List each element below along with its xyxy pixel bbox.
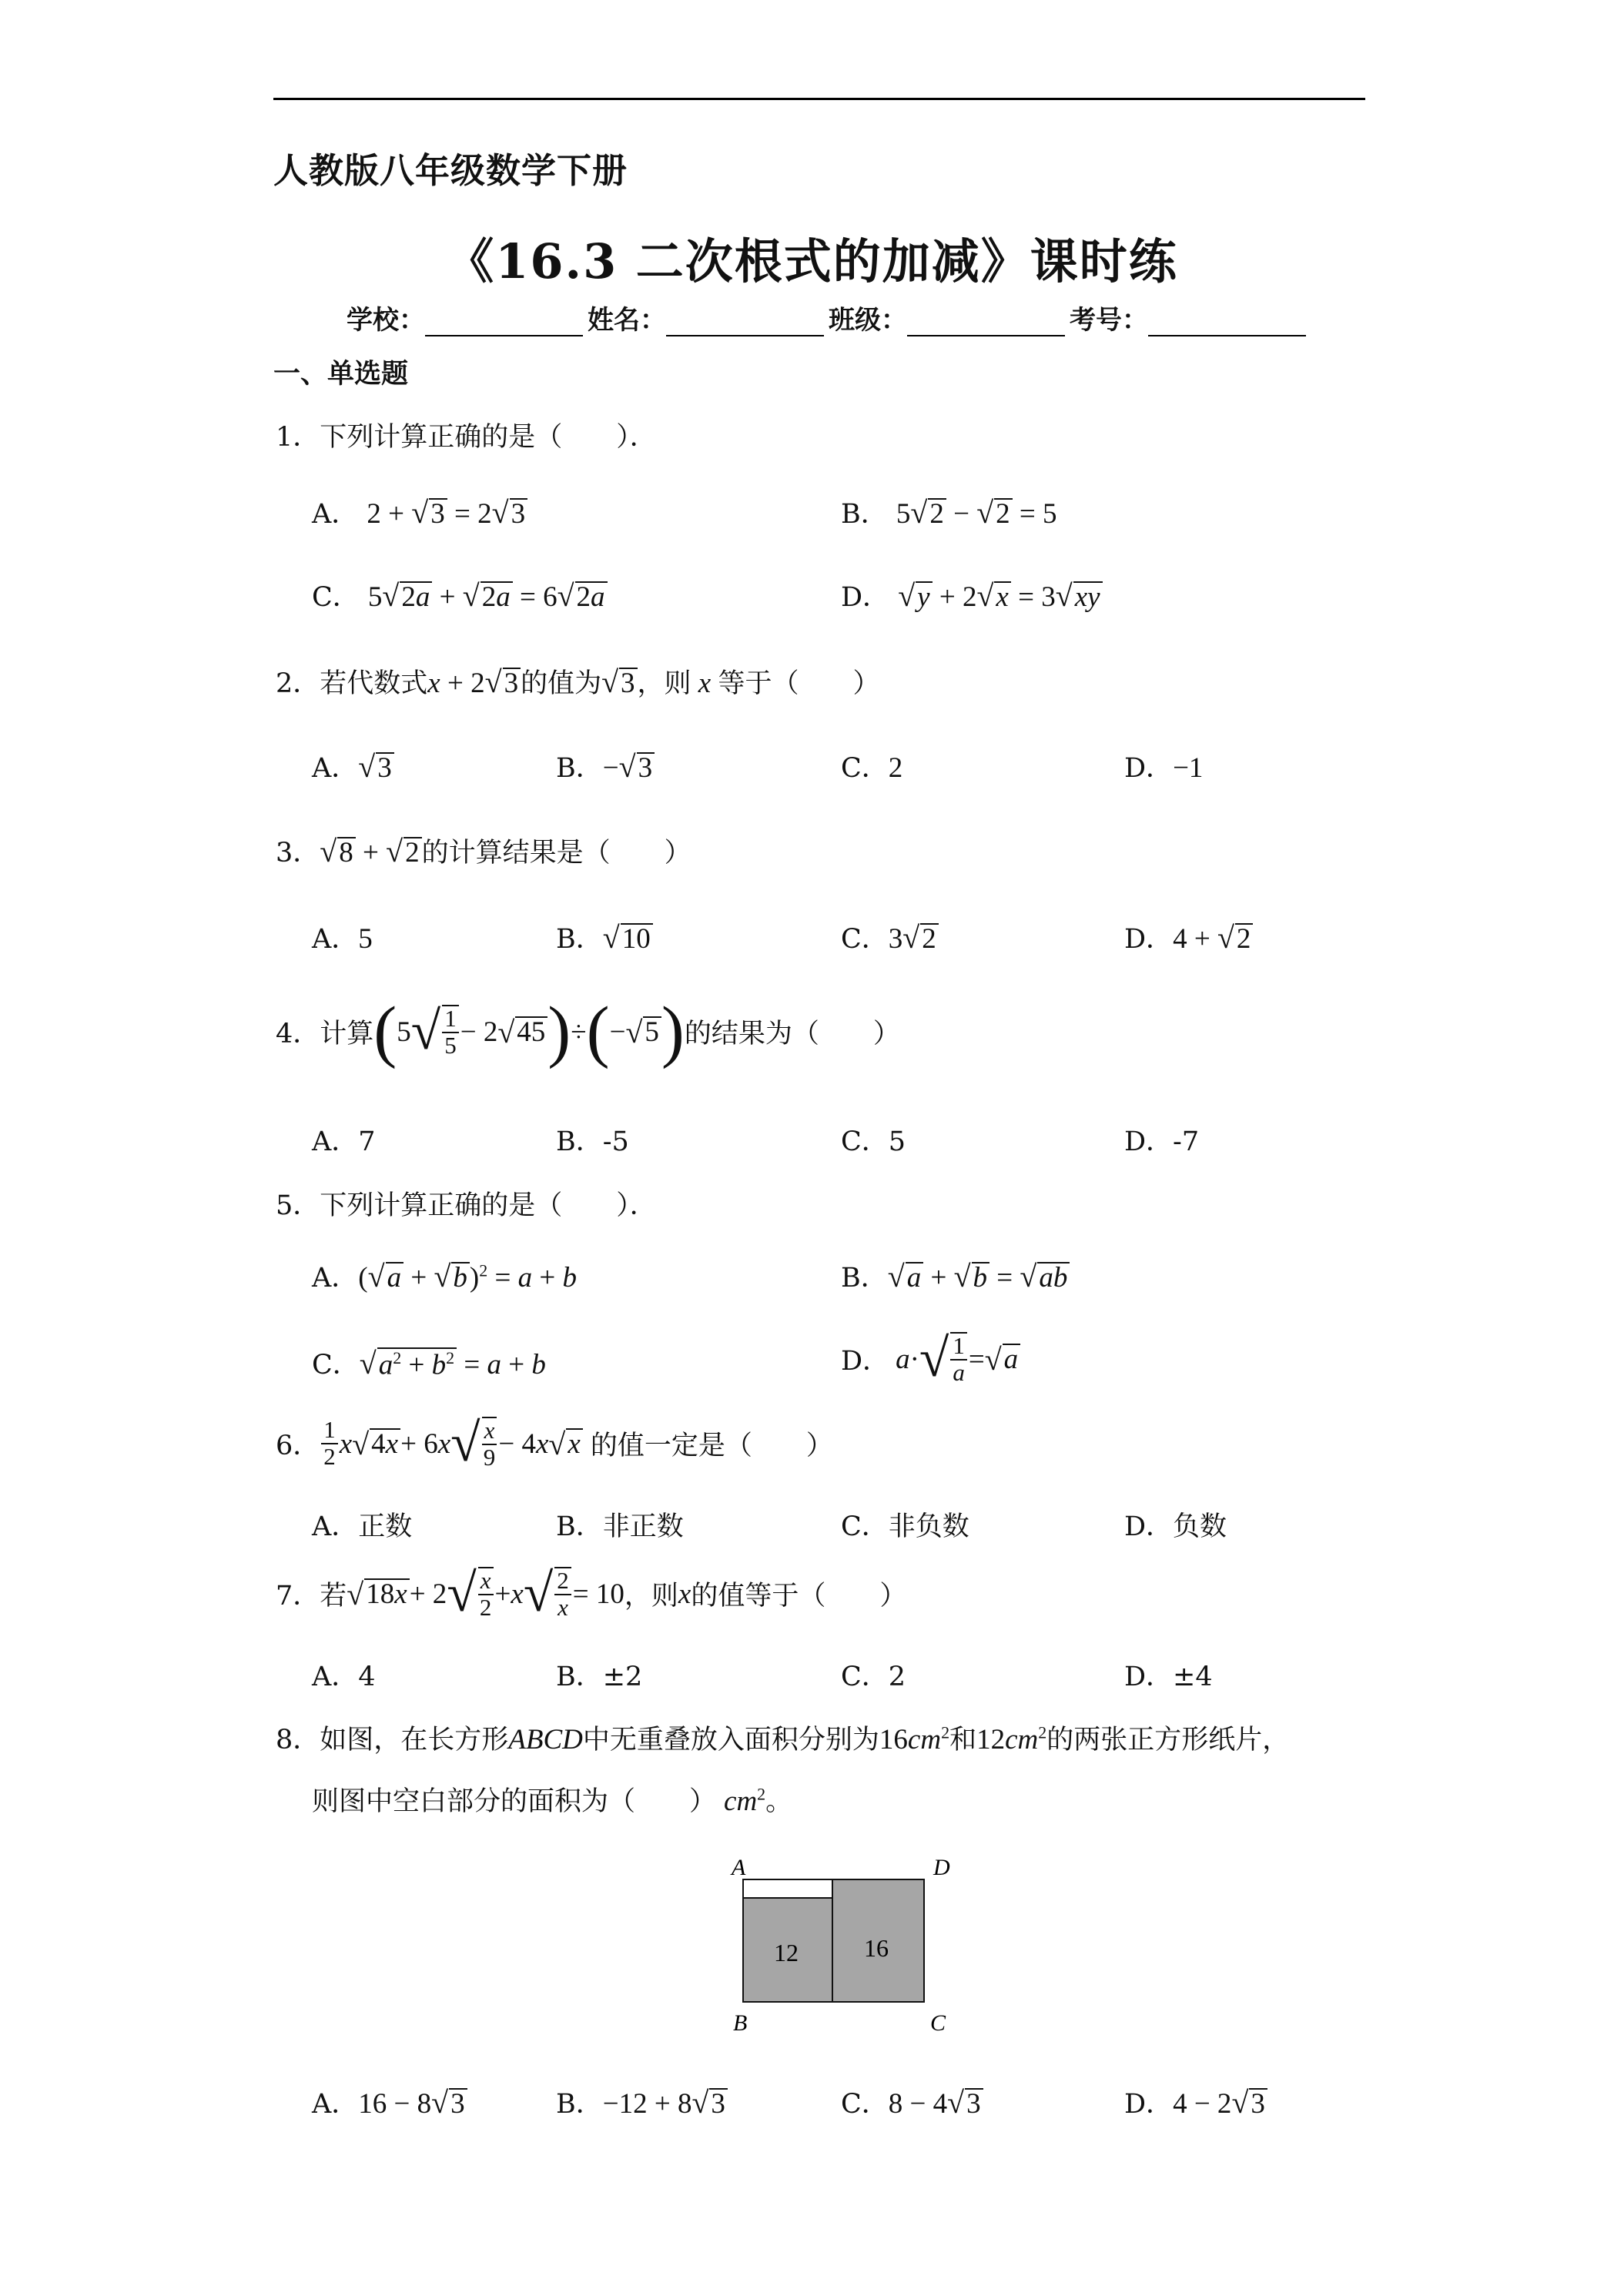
q7-option-a[interactable]: A．4 — [312, 1662, 376, 1692]
label-b: B — [733, 2010, 748, 2036]
q6-option-b[interactable]: B．非正数 — [556, 1511, 684, 1542]
label-d: D — [933, 1855, 950, 1880]
series-title: 人教版八年级数学下册 — [273, 150, 628, 191]
top-rule — [273, 98, 1365, 100]
q7-option-b[interactable]: B．±2 — [556, 1662, 643, 1692]
q4-option-c[interactable]: C．5 — [841, 1126, 906, 1157]
q3-option-d[interactable]: D．4 + √2 — [1124, 918, 1253, 956]
page-title: 《16.3 二次根式的加减》课时练 — [446, 233, 1178, 290]
question-8-line-2: 则图中空白部分的面积为（ ） $cm^2$。 — [312, 1784, 793, 1817]
q7-option-c[interactable]: C．2 — [841, 1662, 906, 1692]
q1-option-a[interactable]: A． 2 + √3 = 2√3 — [312, 493, 527, 531]
q4-option-a[interactable]: A．7 — [312, 1126, 376, 1157]
exam-number-label: 考号： — [1070, 305, 1148, 336]
q3-option-c[interactable]: C．3√2 — [841, 918, 939, 956]
section-heading: 一、单选题 — [273, 359, 409, 390]
class-blank[interactable] — [907, 309, 1065, 336]
question-8-line-1: 8．如图，在长方形ABCD中无重叠放入面积分别为$16cm^2$和$12cm^2$的两张正方形纸片， — [276, 1722, 1290, 1755]
q5-option-b[interactable]: B．√a + √b = √ab — [841, 1257, 1070, 1295]
q1-option-b[interactable]: B． 5√2 − √2 = 5 — [841, 495, 1057, 530]
q2-option-d[interactable]: D．−1 — [1124, 752, 1204, 784]
q5-option-c[interactable]: C．$√a^2 + b^2 = a + b$ — [312, 1346, 546, 1381]
q2-option-c[interactable]: C．2 — [841, 752, 903, 784]
q8-option-b[interactable]: B．−12 + 8√3 — [556, 2083, 728, 2121]
exam-number-field — [1070, 299, 1311, 336]
question-7: 7． 若 √ 18x + 2 √ $\frac{x}{2}$ + x √ $\frac{2}{x}$ = 10 ，则 x 的值等于（ ） — [276, 1564, 907, 1623]
q6-option-a[interactable]: A．正数 — [312, 1511, 413, 1542]
q6-option-c[interactable]: C．非负数 — [841, 1511, 969, 1542]
q4-option-b[interactable]: B．-5 — [556, 1126, 629, 1157]
question-6: 6． $\frac{1}{2}$ x √ 4x + 6 x √ $\frac{x}{9}$ − 4 x √ x 的值一定是（ ） — [276, 1414, 833, 1473]
label-12: 12 — [774, 1939, 799, 1966]
q5-option-d[interactable]: D． a · √ $\frac{1}{a}$ = √ a — [841, 1328, 1020, 1390]
q3-option-b[interactable]: B．√10 — [556, 918, 653, 956]
q7-option-d[interactable]: D．±4 — [1124, 1662, 1213, 1692]
question-4: 4． 计算 ( 5 √ $\frac{1}{5}$ − 2 √ 45 ) ÷ ( − √ 5 ) 的结果为（ ） — [276, 993, 900, 1069]
exam-number-blank[interactable] — [1148, 309, 1306, 336]
school-blank[interactable] — [425, 309, 583, 336]
question-1: 1．下列计算正确的是（ ）． — [276, 422, 657, 453]
name-field — [588, 299, 829, 336]
rectangle-figure — [716, 1852, 963, 2037]
question-2: 2．若代数式x + 2√3的值为√3，则 x 等于（ ） — [276, 664, 880, 699]
q6-option-d[interactable]: D．负数 — [1124, 1511, 1227, 1542]
q5-option-a[interactable]: A．$(√a + √b)^2 = a + b$ — [312, 1259, 577, 1294]
name-blank[interactable] — [666, 309, 824, 336]
label-c: C — [930, 2010, 946, 2036]
q1-option-c[interactable]: C． 5√2a + √2a = 6√2a — [312, 576, 608, 614]
question-3: 3．√8 + √2的计算结果是（ ） — [276, 834, 691, 869]
q8-option-c[interactable]: C．8 − 4√3 — [841, 2083, 983, 2121]
student-info-line — [347, 299, 1311, 336]
q2-option-a[interactable]: A．√3 — [312, 747, 394, 785]
q4-option-d[interactable]: D．-7 — [1124, 1126, 1200, 1157]
label-a: A — [732, 1855, 746, 1880]
question-5: 5．下列计算正确的是（ ）． — [276, 1190, 657, 1221]
school-field — [347, 299, 588, 336]
school-label: 学校： — [347, 305, 425, 336]
q3-option-a[interactable]: A．5 — [312, 923, 373, 955]
q8-option-a[interactable]: A．16 − 8√3 — [312, 2083, 467, 2121]
name-label: 姓名： — [588, 305, 666, 336]
label-16: 16 — [864, 1934, 889, 1962]
class-field — [829, 299, 1070, 336]
q8-option-d[interactable]: D．4 − 2√3 — [1124, 2083, 1267, 2121]
q1-option-d[interactable]: D． √y + 2√x = 3√xy — [841, 576, 1103, 614]
q2-option-b[interactable]: B．−√3 — [556, 747, 655, 785]
class-label: 班级： — [829, 305, 907, 336]
question-1-stem: 下列计算正确的是（ ）． — [320, 422, 657, 453]
